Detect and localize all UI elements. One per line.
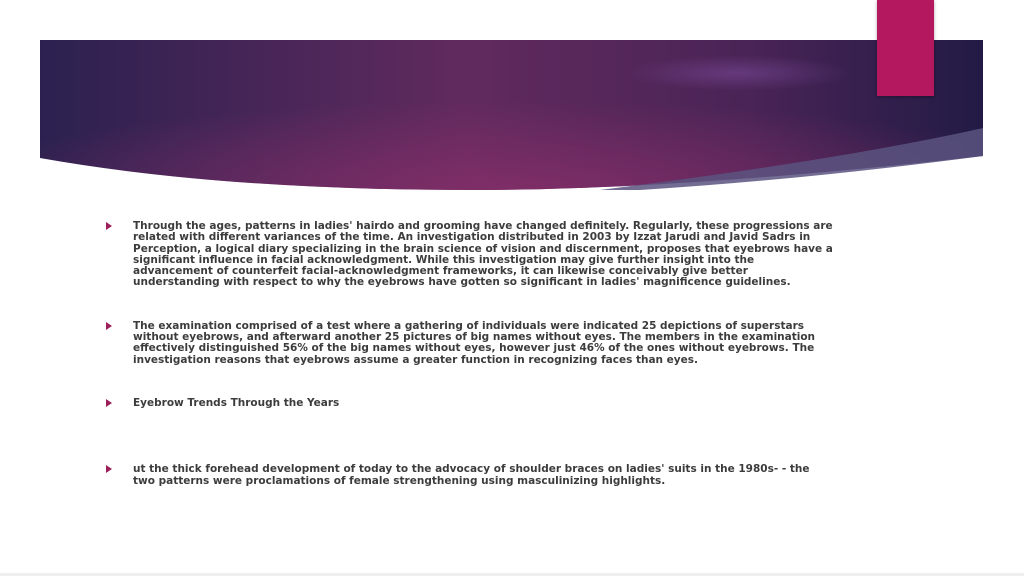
bullet-item	[104, 221, 834, 289]
triangle-bullet-icon	[106, 322, 112, 330]
triangle-bullet-icon	[106, 465, 112, 473]
bullet-text: The examination comprised of a test where a gathering of individuals were indicated 25 depictions of superstars without eyebrows, and afterward another 25 pictures of big names without eyes. The members in the examination effectively distinguished 56% of the big names without eyes, however just 46% of the ones without eyebrows. The investigation reasons that eyebrows assume a greater function in recognizing faces than eyes.	[133, 319, 816, 366]
header-banner	[40, 40, 983, 190]
accent-tab	[877, 0, 934, 96]
bullet-text: Eyebrow Trends Through the Years	[133, 396, 340, 409]
bullet-item	[104, 398, 834, 409]
triangle-bullet-icon	[106, 222, 112, 230]
bullet-text: ut the thick forehead development of today to the advocacy of shoulder braces on ladies' suits in the 1980s- - the two patterns were proclamations of female strengthening using masculinizing highlights.	[133, 463, 810, 487]
bullet-item	[104, 321, 834, 366]
bullet-list	[104, 221, 834, 487]
bullet-text: Through the ages, patterns in ladies' hairdo and grooming have changed definitely. Regularly, these progressions are related with different variances of the time. An investigation distributed in 2003 by Izzat Jarudi and Javid Sadrs in Perception, a logical diary specializing in the brain science of vision and discernment, proposes that eyebrows have a significant influence in facial acknowledgment. While this investigation may give further insight into the advancement of counterfeit facial-acknowledgment frameworks, it can likewise conceivably give better understanding with respect to why the eyebrows have gotten so significant in ladies' magnificence guidelines.	[133, 220, 833, 289]
bullet-item	[104, 464, 834, 487]
triangle-bullet-icon	[106, 399, 112, 407]
